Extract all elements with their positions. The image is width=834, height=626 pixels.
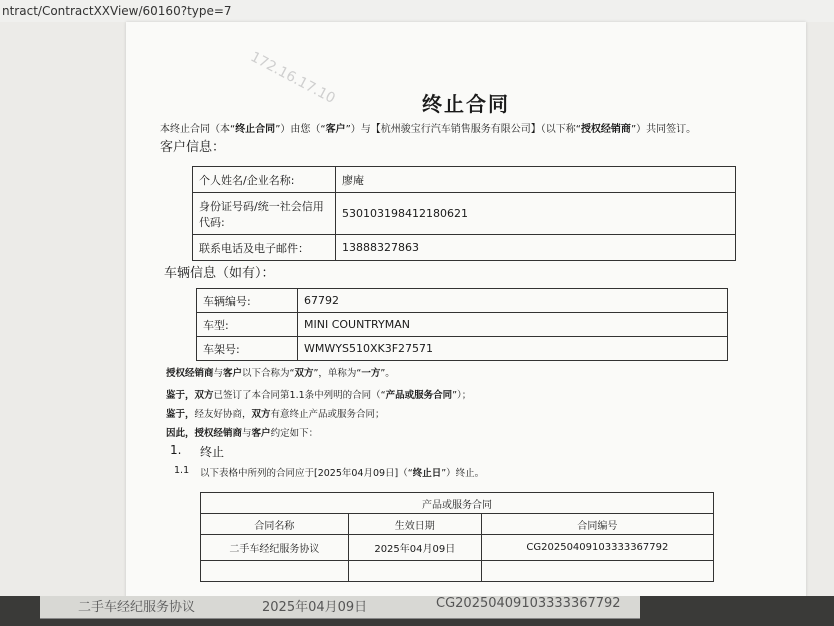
table-row <box>193 235 736 261</box>
intro-paragraph: 本终止合同（本“终止合同”）由您（“客户”）与【杭州骏宝行汽车销售服务有限公司】（以下称“授权经销商”）共同签订。 <box>160 124 697 135</box>
table-label: 车型: <box>197 313 298 337</box>
table-cell <box>201 561 349 582</box>
table-value: WMWYS510XK3F27571 <box>298 337 728 361</box>
customer-table <box>192 166 736 261</box>
table-label: 个人姓名/企业名称: <box>193 167 336 193</box>
table-row <box>201 493 714 514</box>
document-page <box>126 22 806 598</box>
parties-paragraph: 授权经销商与客户以下合称为“双方”，单称为“一方”。 <box>166 368 395 379</box>
table-row <box>201 561 714 582</box>
clause-1-title: 终止 <box>200 445 225 459</box>
table-value: 廖庵 <box>336 167 736 193</box>
underlying-cell: CG20250409103333367792 <box>436 596 621 611</box>
table-row <box>193 193 736 235</box>
table-label: 联系电话及电子邮件： <box>193 235 336 261</box>
vehicle-section-title: 车辆信息（如有）： <box>164 266 275 281</box>
clause-1-1-text: 以下表格中所列的合同应于[2025年04月09日]（“终止日”）终止。 <box>200 468 485 479</box>
watermark: 172.16.17.10 <box>247 48 338 108</box>
table-cell: 二手车经纪服务协议 <box>201 535 349 561</box>
table-value: 13888327863 <box>336 235 736 261</box>
column-header: 合同编号 <box>481 514 713 535</box>
address-bar[interactable]: ntract/ContractXXView/60160?type=7 <box>0 0 834 22</box>
therefore-paragraph: 因此，授权经销商与客户约定如下： <box>166 428 319 439</box>
whereas-paragraph-2: 鉴于，经友好协商，双方有意终止产品或服务合同； <box>166 409 385 420</box>
table-value: 67792 <box>298 289 728 313</box>
column-header: 合同名称 <box>201 514 349 535</box>
table-caption: 产品或服务合同 <box>201 493 714 514</box>
clause-1-1-number: 1.1 <box>174 465 190 476</box>
clause-1-number: 1. <box>170 443 182 457</box>
table-row <box>197 337 728 361</box>
table-cell <box>348 561 481 582</box>
table-row <box>201 535 714 561</box>
right-background <box>805 22 834 626</box>
table-label: 车架号: <box>197 337 298 361</box>
underlying-cell: 2025年04月09日 <box>262 600 368 615</box>
left-background <box>0 22 126 626</box>
whereas-paragraph-1: 鉴于，双方已签订了本合同第1.1条中列明的合同（“产品或服务合同”）； <box>166 390 472 401</box>
underlying-cell: 二手车经纪服务协议 <box>78 600 196 615</box>
vehicle-table <box>196 288 728 361</box>
table-row <box>193 167 736 193</box>
document-title: 终止合同 <box>422 92 510 116</box>
table-value: 530103198412180621 <box>336 193 736 235</box>
table-cell <box>481 561 713 582</box>
table-label: 车辆编号: <box>197 289 298 313</box>
table-header-row <box>201 514 714 535</box>
underlying-page-strip <box>0 596 834 626</box>
table-row <box>197 313 728 337</box>
table-label: 身份证号码/统一社会信用代码: <box>193 193 336 235</box>
table-value: MINI COUNTRYMAN <box>298 313 728 337</box>
table-cell: 2025年04月09日 <box>348 535 481 561</box>
customer-section-title: 客户信息： <box>160 140 226 155</box>
table-row <box>197 289 728 313</box>
table-cell: CG20250409103333367792 <box>481 535 713 561</box>
column-header: 生效日期 <box>348 514 481 535</box>
contracts-table <box>200 492 714 582</box>
